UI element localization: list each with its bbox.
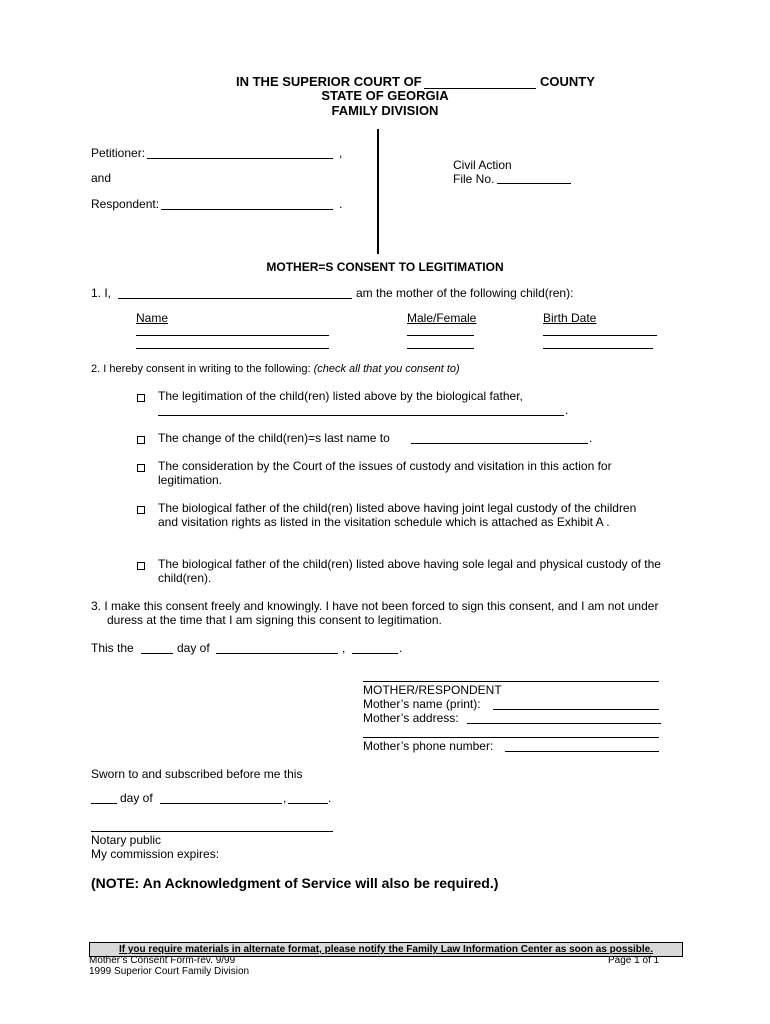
- petitioner-label: Petitioner:: [91, 146, 146, 160]
- mother-name-print-field[interactable]: [493, 709, 659, 710]
- notary-month-field[interactable]: [160, 803, 282, 804]
- para1-text: am the mother of the following child(ren):: [356, 286, 574, 300]
- para2-text: 2. I hereby consent in writing to the following: (check all that you consent to): [91, 363, 460, 375]
- checkbox-legitimation[interactable]: [137, 394, 145, 402]
- notary-comma: ,: [283, 791, 287, 805]
- file-no-label: File No.: [453, 172, 495, 186]
- option-legitimation: The legitimation of the child(ren) listed above by the biological father,: [158, 389, 523, 403]
- sworn-text: Sworn to and subscribed before me this: [91, 767, 303, 781]
- footer-form-name: Mother’s Consent Form-rev. 9/99: [89, 955, 236, 966]
- and-label: and: [91, 171, 112, 185]
- day-field[interactable]: [141, 653, 173, 654]
- state-heading: STATE OF GEORGIA: [321, 88, 449, 103]
- file-no-field[interactable]: [497, 183, 571, 184]
- mother-address-field[interactable]: [467, 723, 661, 724]
- mother-name-print-label: Mother’s name (print):: [363, 697, 481, 711]
- para1-number: 1. I,: [91, 286, 112, 300]
- respondent-period: .: [339, 197, 343, 211]
- para2-note: (check all that you consent to): [313, 363, 460, 375]
- mother-address-field-2[interactable]: [363, 737, 659, 738]
- court-heading-county: COUNTY: [540, 74, 595, 89]
- date-comma: ,: [342, 641, 346, 655]
- child-sex-row2[interactable]: [407, 348, 474, 349]
- child-birth-row2[interactable]: [543, 348, 653, 349]
- col-name-header: Name: [136, 311, 169, 325]
- legitimation-blank[interactable]: [158, 415, 564, 416]
- month-field[interactable]: [216, 653, 338, 654]
- respondent-field[interactable]: [161, 209, 333, 210]
- child-birth-row1[interactable]: [543, 335, 657, 336]
- year-field[interactable]: [352, 653, 398, 654]
- mother-phone-label: Mother’s phone number:: [363, 739, 494, 753]
- document-title: MOTHER=S CONSENT TO LEGITIMATION: [266, 260, 504, 274]
- checkbox-custody-consideration[interactable]: [137, 464, 145, 472]
- option-joint-custody: The biological father of the child(ren) listed above having joint legal custody of the children and visitation rights as listed in the visitation schedule which is attached as Exhibit A .: [158, 501, 637, 529]
- child-name-row1[interactable]: [136, 335, 329, 336]
- name-change-period: .: [589, 431, 593, 445]
- child-sex-row1[interactable]: [407, 335, 474, 336]
- checkbox-sole-custody[interactable]: [137, 562, 145, 570]
- footer-page-number: Page 1 of 1: [608, 955, 660, 966]
- division-heading: FAMILY DIVISION: [331, 103, 439, 118]
- day-of-label: day of: [177, 641, 210, 655]
- footer-division: 1999 Superior Court Family Division: [89, 966, 250, 977]
- option-custody-consideration: The consideration by the Court of the issues of custody and visitation in this action for legitimation.: [158, 459, 612, 487]
- new-last-name-field[interactable]: [411, 443, 588, 444]
- commission-expires-label: My commission expires:: [91, 847, 220, 861]
- option-name-change: The change of the child(ren)=s last name to: [158, 431, 390, 445]
- date-period: .: [399, 641, 403, 655]
- mother-address-label: Mother’s address:: [363, 711, 459, 725]
- footer-banner-text: If you require materials in alternate format, please notify the Family Law Information Center as soon as possible.: [118, 944, 654, 955]
- signature-title: MOTHER/RESPONDENT: [363, 683, 502, 697]
- col-sex-header: Male/Female: [407, 311, 477, 325]
- respondent-label: Respondent:: [91, 197, 160, 211]
- notary-day-of-label: day of: [120, 791, 153, 805]
- mother-name-field[interactable]: [118, 298, 352, 299]
- notary-signature-line[interactable]: [91, 831, 333, 832]
- acknowledgment-note: (NOTE: An Acknowledgment of Service will also be required.): [91, 875, 499, 891]
- notary-year-field[interactable]: [288, 803, 328, 804]
- civil-action-label: Civil Action: [453, 158, 512, 172]
- mother-signature-line[interactable]: [363, 681, 659, 682]
- col-birth-header: Birth Date: [543, 311, 597, 325]
- notary-public-label: Notary public: [91, 833, 162, 847]
- this-the-label: This the: [91, 641, 134, 655]
- petitioner-comma: ,: [339, 146, 343, 160]
- petitioner-field[interactable]: [147, 158, 333, 159]
- court-heading-prefix: IN THE SUPERIOR COURT OF: [236, 74, 422, 89]
- legitimation-period: .: [565, 403, 569, 417]
- para3-text: 3. I make this consent freely and knowingly. I have not been forced to sign this consent, and I am not under duress at the time that I am signing this consent to legitimation.: [91, 599, 659, 627]
- child-name-row2[interactable]: [136, 348, 329, 349]
- option-sole-custody: The biological father of the child(ren) listed above having sole legal and physical custody of the child(ren).: [158, 557, 661, 585]
- checkbox-name-change[interactable]: [137, 436, 145, 444]
- caption-divider: [377, 129, 379, 254]
- notary-period: .: [328, 791, 332, 805]
- notary-day-field[interactable]: [91, 803, 117, 804]
- mother-phone-field[interactable]: [505, 751, 659, 752]
- checkbox-joint-custody[interactable]: [137, 506, 145, 514]
